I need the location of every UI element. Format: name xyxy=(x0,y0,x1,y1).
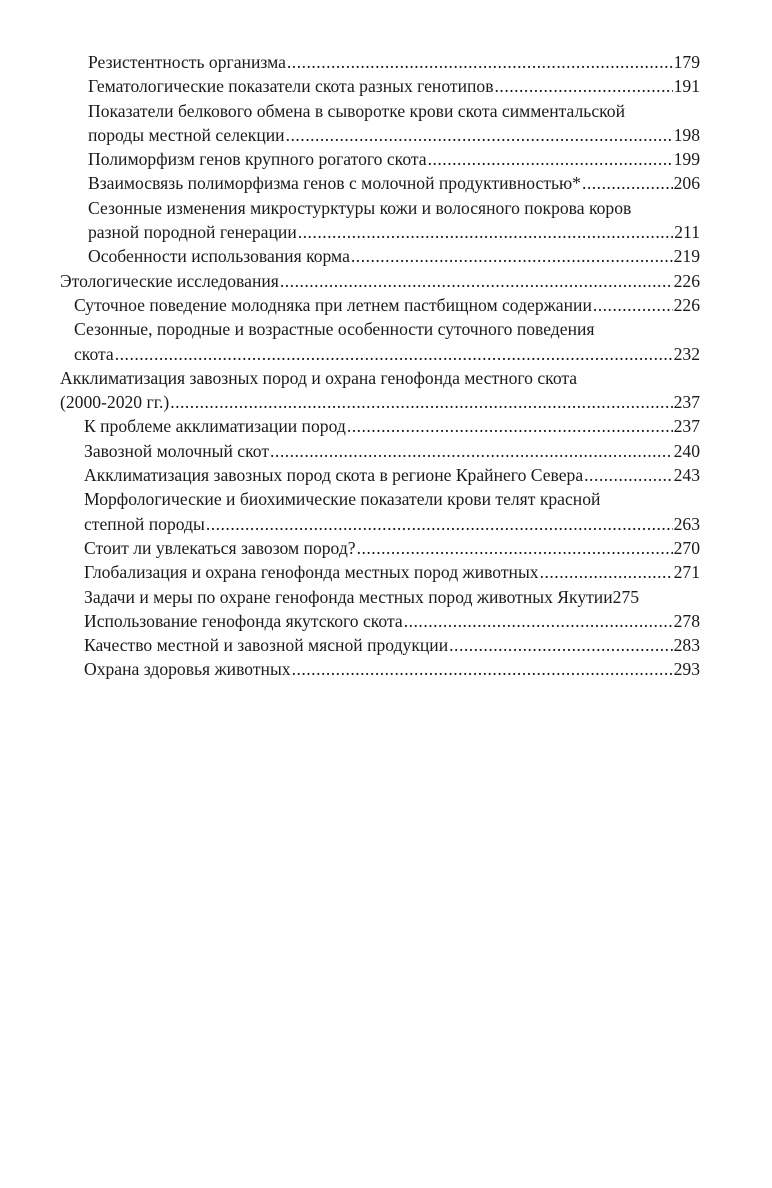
toc-entry-title: разной породной генерации xyxy=(88,222,297,243)
dot-leader xyxy=(287,50,673,74)
page-number: 206 xyxy=(673,173,700,194)
dot-leader xyxy=(347,414,673,438)
dot-leader xyxy=(206,512,673,536)
toc-entry xyxy=(84,585,700,609)
toc-entry xyxy=(60,366,700,415)
dot-leader xyxy=(593,293,673,317)
page-number: 243 xyxy=(673,465,700,486)
page-number: 199 xyxy=(673,149,700,170)
dot-leader xyxy=(449,633,672,657)
page-number: 232 xyxy=(673,343,700,364)
toc-entry-row xyxy=(84,560,700,584)
page-number: 271 xyxy=(673,562,700,583)
page-number: 237 xyxy=(673,416,700,437)
toc-entry xyxy=(60,269,700,293)
page-number: 237 xyxy=(673,392,700,413)
toc-entry xyxy=(74,317,700,366)
toc-entry-title: Завозной молочный скот xyxy=(84,440,270,461)
toc-entry xyxy=(88,171,700,195)
toc-entry-title: Стоит ли увлекаться завозом пород? xyxy=(84,537,356,558)
toc-entry-title: породы местной селекции xyxy=(88,124,285,145)
toc-entry xyxy=(84,657,700,681)
dot-leader xyxy=(286,123,673,147)
toc-entry-title: Охрана здоровья животных xyxy=(84,659,291,680)
toc-entry-row xyxy=(88,123,700,147)
toc-entry xyxy=(88,50,700,74)
toc-entry-row xyxy=(88,74,700,98)
toc-entry xyxy=(88,196,700,245)
toc-entry-row xyxy=(60,390,700,414)
page-number: 179 xyxy=(673,52,700,72)
toc-entry xyxy=(84,487,700,536)
page-number: 226 xyxy=(673,294,700,315)
dot-leader xyxy=(115,342,673,366)
toc-entry-row xyxy=(84,414,700,438)
toc-entry-title: Использование генофонда якутского скота xyxy=(84,610,403,631)
toc-entry xyxy=(84,536,700,560)
toc-entry-row xyxy=(88,50,700,74)
dot-leader xyxy=(584,463,672,487)
toc-entry-title-line: Сезонные, породные и возрастные особенности суточного поведения xyxy=(74,319,595,340)
dot-leader xyxy=(404,609,673,633)
toc-entry-row xyxy=(84,585,700,609)
toc-entry xyxy=(88,147,700,171)
toc-entry-title: Этологические исследования xyxy=(60,270,279,291)
dot-leader xyxy=(428,147,673,171)
toc-entry xyxy=(84,560,700,584)
toc-entry xyxy=(88,74,700,98)
toc-entry-title: Полиморфизм генов крупного рогатого скота xyxy=(88,149,427,170)
page-number: 275 xyxy=(612,586,640,607)
toc-entry-title: степной породы xyxy=(84,513,205,534)
page-number: 198 xyxy=(673,124,700,145)
toc-entry-title: Взаимосвязь полиморфизма генов с молочной продуктивностью* xyxy=(88,173,581,194)
page-number: 283 xyxy=(673,635,700,656)
toc-entry-title: Суточное поведение молодняка при летнем пастбищном содержании xyxy=(74,294,592,315)
dot-leader xyxy=(298,220,674,244)
toc-entry-title-line: Акклиматизация завозных пород и охрана генофонда местного скота xyxy=(60,367,578,388)
page-number: 278 xyxy=(673,610,700,631)
dot-leader xyxy=(280,269,673,293)
page-number: 240 xyxy=(673,440,700,461)
page-number: 270 xyxy=(673,537,700,558)
page-number: 211 xyxy=(674,222,700,243)
toc-entry-title: Акклиматизация завозных пород скота в регионе Крайнего Севера xyxy=(84,465,584,486)
toc-entry-title: Резистентность организма xyxy=(88,52,286,72)
toc-entry-row xyxy=(74,342,700,366)
toc-entry-title: К проблеме акклиматизации пород xyxy=(84,416,346,437)
toc-entry-title-line: Показатели белкового обмена в сыворотке крови скота симментальской xyxy=(88,100,625,121)
toc-entry-title: (2000-2020 гг.) xyxy=(60,392,170,413)
toc-entry xyxy=(84,439,700,463)
page-number: 226 xyxy=(673,270,700,291)
dot-leader xyxy=(170,390,672,414)
toc-entry xyxy=(84,414,700,438)
toc-entry xyxy=(88,244,700,268)
page-number: 293 xyxy=(673,659,700,680)
toc-entry-title-line: Сезонные изменения микростурктуры кожи и волосяного покрова коров xyxy=(88,197,632,218)
toc-entry-row xyxy=(84,609,700,633)
toc-entry-row xyxy=(84,512,700,536)
toc-entry-row xyxy=(60,269,700,293)
toc-entry-title: Качество местной и завозной мясной продукции xyxy=(84,635,449,656)
toc-entry xyxy=(84,609,700,633)
page-number: 263 xyxy=(673,513,700,534)
toc-entry xyxy=(74,293,700,317)
toc-entry-row xyxy=(84,633,700,657)
toc-entry xyxy=(84,463,700,487)
toc-entry-row xyxy=(84,463,700,487)
dot-leader xyxy=(270,439,673,463)
toc-entry-row xyxy=(88,244,700,268)
toc-entry-row xyxy=(88,147,700,171)
toc-entry xyxy=(88,99,700,148)
dot-leader xyxy=(540,560,673,584)
dot-leader xyxy=(357,536,673,560)
dot-leader xyxy=(582,171,673,195)
toc-entry-row xyxy=(84,536,700,560)
table-of-contents xyxy=(60,50,700,682)
toc-entry-title-line: Морфологические и биохимические показатели крови телят красной xyxy=(84,489,601,510)
toc-entry-row xyxy=(88,220,700,244)
toc-entry-title: скота xyxy=(74,343,114,364)
toc-entry-row xyxy=(84,439,700,463)
dot-leader xyxy=(292,657,673,681)
toc-entry xyxy=(84,633,700,657)
toc-entry-title: Гематологические показатели скота разных генотипов xyxy=(88,76,494,97)
toc-entry-title: Особенности использования корма xyxy=(88,246,350,267)
toc-entry-row xyxy=(74,293,700,317)
page-number: 219 xyxy=(673,246,700,267)
toc-entry-row xyxy=(88,171,700,195)
toc-entry-title: Задачи и меры по охране генофонда местных пород животных Якутии xyxy=(84,586,613,607)
toc-entry-row xyxy=(84,657,700,681)
page-number: 191 xyxy=(673,76,700,97)
dot-leader xyxy=(351,244,673,268)
toc-entry-title: Глобализация и охрана генофонда местных пород животных xyxy=(84,562,539,583)
dot-leader xyxy=(495,74,673,98)
